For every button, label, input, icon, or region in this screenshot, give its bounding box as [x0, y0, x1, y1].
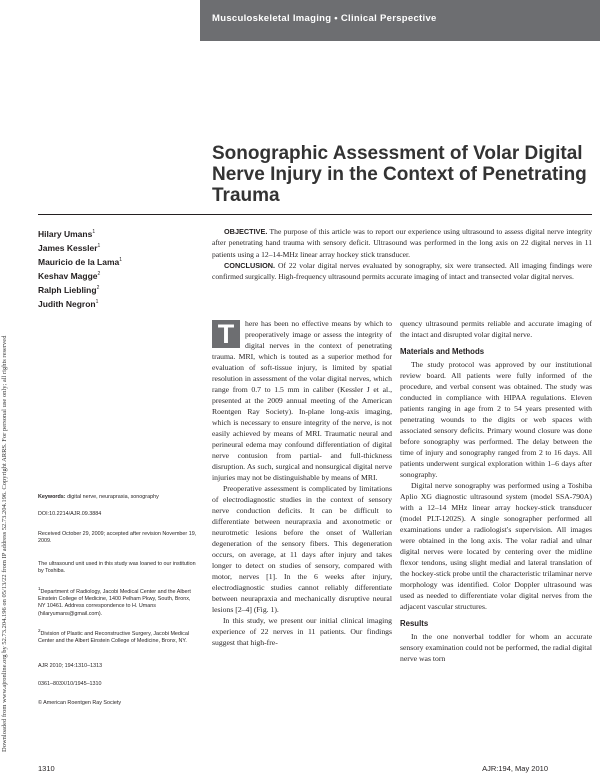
title-divider	[38, 214, 592, 215]
paragraph: quency ultrasound permits reliable and accurate imaging of the intact and disrupted volar digital nerve.	[400, 319, 592, 339]
affiliation-1: $^1$Department of Radiology, Jacobi Medical Center and the Albert Einstein College of Medicine, 1400 Pelham Pkwy, South, Bronx, NY 10461. Address correspondence to H. Umans (hilaryumans@gmail.com).	[38, 586, 191, 617]
equipment-note: The ultrasound unit used in this study was loaned to our institution by Toshiba.	[38, 561, 196, 575]
section-heading-methods: Materials and Methods	[400, 347, 485, 356]
paragraph: Digital nerve sonography was performed using a Toshiba Aplio XG diagnostic ultrasound system (model SSA-790A) with a 12–14 MHz linear array hockey-stick transducer (model PLT-1202S). A single sonographer performed all examinations under a radiologist's supervision. All images were obtained in the long axis. The volar radial and ulnar digital nerves were located by centering over the midline flexor tendons, using slight medial and lateral translation of the hockey-stick probe until the characteristic trilaminar nerve morphology was identified. Color Doppler ultrasound was used as needed to differentiate volar digital nerves from the adjacent vascular structures.	[400, 481, 592, 611]
author: Judith Negron$^1$	[38, 298, 99, 309]
keywords: Keywords: digital nerve, neurapraxia, sonography	[38, 494, 159, 500]
doi: DOI:10.2214/AJR.09.3884	[38, 511, 102, 517]
paragraph: In the one nonverbal toddler for whom an accurate sensory examination could not be performed, the radial digital nerve was torn	[400, 632, 592, 663]
author: James Kessler$^1$	[38, 242, 101, 253]
drop-cap: T	[212, 320, 240, 348]
body-column-2	[400, 318, 592, 664]
author: Hilary Umans$^1$	[38, 228, 96, 239]
download-notice: Downloaded from www.ajronline.org by 52.73.204.196 on 05/13/22 from IP address 52.73.204.196. Copyright ARRS. For personal use only; all rights reserved	[1, 335, 8, 752]
paragraph: The study protocol was approved by our institutional review board. All patients were fully informed of the procedure, and verbal consent was obtained. The study was conducted in compliance with HIPAA regulations. Eleven patients ranging in age from 2 to 54 years presented with penetrating wounds to the digits or web spaces with associated sensory deficits. Primary wound closure was done before sonography was performed. The delay between the time of injury and sonography ranged from 2 to 16 days. All patients underwent surgical exploration within 1–6 days after sonography.	[400, 360, 592, 479]
abstract-conclusion: CONCLUSION. Of 22 volar digital nerves evaluated by sonography, six were transected. All imaging findings were confirmed surgically. High-frequency ultrasound permits accurate imaging of intact and transected volar digital nerves.	[212, 260, 592, 282]
affiliation-2: $^2$Division of Plastic and Reconstructive Surgery, Jacobi Medical Center and the Albert Einstein College of Medicine, Bronx, NY.	[38, 628, 190, 645]
citation: AJR 2010; 194:1310–1313	[38, 663, 103, 669]
journal-issue: AJR:194, May 2010	[482, 764, 548, 773]
paragraph: In this study, we present our initial clinical imaging experience of 22 nerves in 11 patients. Our findings suggest that high-fre-	[212, 616, 392, 647]
article-title: Sonographic Assessment of Volar Digital Nerve Injury in the Context of Penetrating Trauma	[212, 143, 587, 206]
body-column-1	[212, 318, 392, 648]
page-number: 1310	[38, 764, 55, 773]
author: Keshav Magge$^2$	[38, 270, 101, 281]
abstract	[212, 226, 592, 282]
abstract-objective: OBJECTIVE. The purpose of this article was to report our experience using ultrasound to assess digital nerve integrity after penetrating hand trauma with sensory deficit. Ultrasound was performed in the long axis on 22 digital nerves in 11 patients using a 12–14-MHz linear array hockey stick transducer.	[212, 227, 592, 259]
author-list	[38, 226, 198, 310]
author: Mauricio de la Lama$^1$	[38, 256, 123, 267]
received-dates: Received October 29, 2009; accepted after revision November 19, 2009.	[38, 531, 197, 545]
section-header: Musculoskeletal Imaging • Clinical Perspective	[212, 13, 437, 24]
paragraph: Preoperative assessment is complicated by limitations of electrodiagnostic studies in the context of sensory nerve conduction deficits. It can be difficult to differentiate between neurapraxia and axonotmetic or neurotmetic lesions before the onset of Wallerian degeneration of the sensory fibers. This degeneration occurs, on average, at 11 days after injury and takes longer to detect on studies of sensory, compared with motor, nerves [1]. In the 6 weeks after injury, electrodiagnostic studies cannot reliably differentiate between neurapraxia and mechanically disruptive neural lesions [2–4] (Fig. 1).	[212, 484, 392, 614]
intro-paragraph: T here has been no effective means by which to preoperatively image or assess the integrity of digital nerves in the context of penetrating trauma. MRI, which is touted as a superior method for evaluation of soft-tissue injury, is limited by spatial resolution in assessment of the volar digital nerves, which range from 0.7 to 1.5 mm in caliber (Kessler J et al., presented at the 2009 annual meeting of the American Roentgen Ray Society). In-plane long-axis imaging, which is necessary to ensure integrity of the nerve, is not easily achieved by means of MRI. Traumatic neural and perineural edema may confound differentiation of digital nerve contusion from partial- and full-thickness disruption. As such, surgical and nonsurgical digital nerve injuries may not be distinguishable by means of MRI.	[212, 319, 392, 482]
copyright: © American Roentgen Ray Society	[38, 700, 122, 706]
section-heading-results: Results	[400, 619, 429, 628]
author: Ralph Liebling$^2$	[38, 284, 100, 295]
issn: 0361–803X/10/1945–1310	[38, 681, 102, 687]
